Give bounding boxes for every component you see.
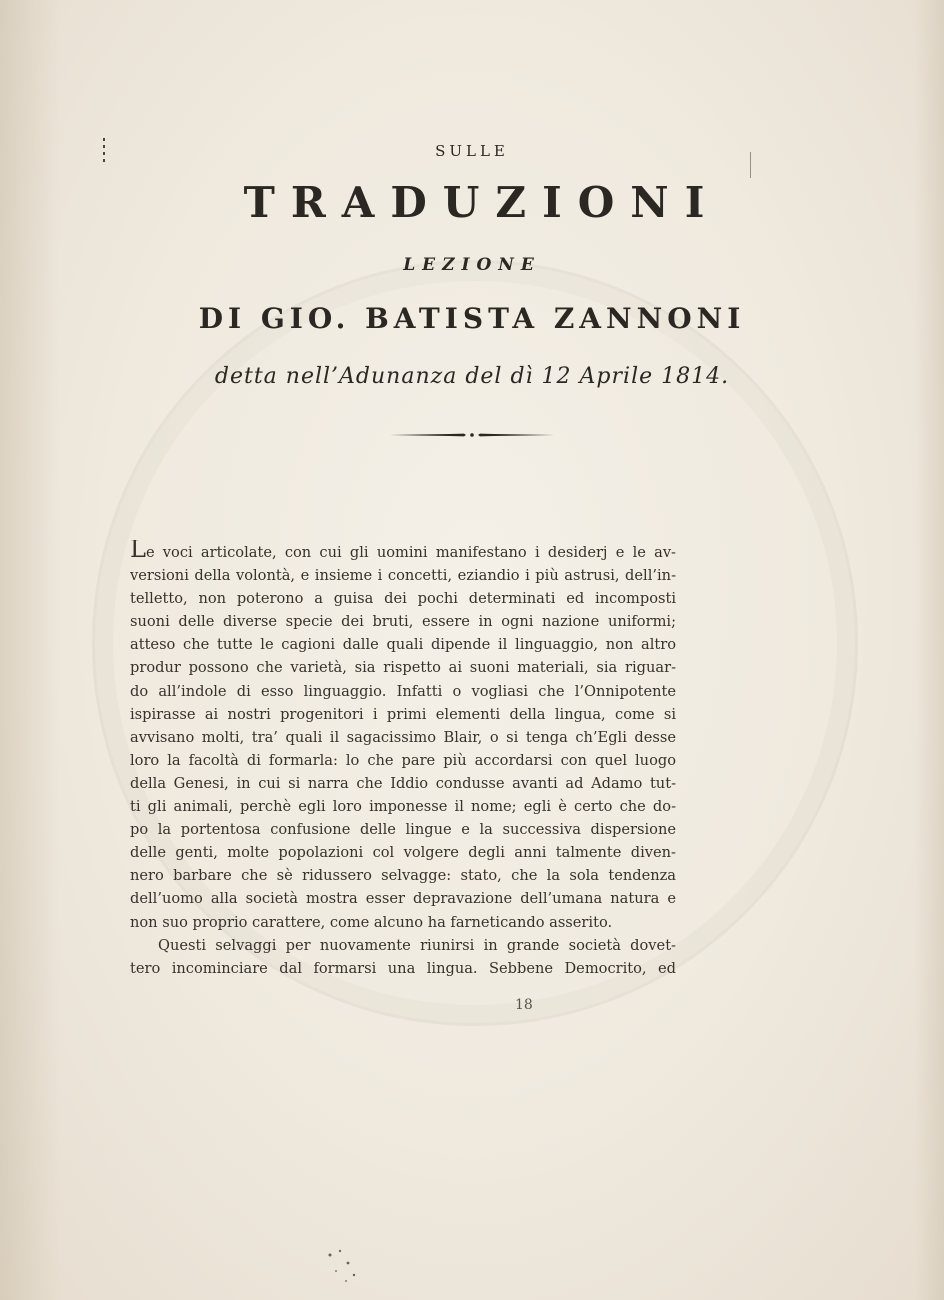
ornament-rule-icon (390, 429, 554, 441)
body-line-6: produr possono che varietà, sia rispetto ai suoni materiali, sia riguar- (130, 659, 676, 677)
body-line-15: nero barbare che sè ridussero selvagge: stato, che la sola tendenza (130, 867, 676, 885)
body-line-8: ispirasse ai nostri progenitori i primi elementi della lingua, come si (130, 705, 676, 723)
body-line-2: versioni della volontà, e insieme i concetti, eziandio i più astrusi, dell’in- (130, 567, 676, 585)
body-line-7: do all’indole di esso linguaggio. Infatti o vogliasi che l’Onnipotente (130, 682, 676, 700)
paper-specks (318, 1245, 378, 1285)
body-line-18: Questi selvaggi per nuovamente riunirsi in grande società dovet- (158, 936, 676, 954)
body-line-14: delle genti, molte popolazioni col volgere degli anni talmente diven- (130, 844, 676, 862)
body-line-10: loro la facoltà di formarla: lo che pare più accordarsi con quel luogo (130, 751, 676, 769)
heading-kicker: SULLE (435, 142, 509, 160)
body-line-11: della Genesi, in cui si narra che Iddio condusse avanti ad Adamo tut- (130, 774, 676, 792)
body-line-text: e voci articolate, con cui gli uomini manifestano i desiderj e le av- (145, 544, 676, 561)
body-line-19: tero incominciare dal formarsi una lingua. Sebbene Democrito, ed (130, 959, 676, 977)
body-line-4: suoni delle diverse specie dei bruti, essere in ogni nazione uniformi; (130, 613, 676, 631)
body-line-1 (130, 540, 676, 564)
body-line-16: dell’uomo alla società mostra esser depravazione dell’umana natura e (130, 890, 676, 908)
page-number: 18 (515, 997, 533, 1013)
heading-subtitle: LEZIONE (403, 255, 541, 275)
body-line-5: atteso che tutte le cagioni dalle quali dipende il linguaggio, non altro (130, 636, 676, 654)
heading-occasion: detta nell’Adunanza del dì 12 Aprile 1814. (214, 364, 730, 389)
body-line-3: telletto, non poterono a guisa dei pochi determinati ed incomposti (130, 590, 676, 608)
page-title: TRADUZIONI (243, 178, 721, 227)
drop-cap: L (130, 540, 146, 563)
heading-author: DI GIO. BATISTA ZANNONI (198, 302, 746, 335)
ornamental-rule (0, 425, 944, 445)
body-line-17: non suo proprio carattere, come alcuno ha farneticando asserito. (130, 913, 613, 931)
body-line-12: ti gli animali, perchè egli loro imponesse il nome; egli è certo che do- (130, 798, 676, 816)
body-line-9: avvisano molti, tra’ quali il sagacissimo Blair, o si tenga ch’Egli desse (130, 728, 676, 746)
body-line-13: po la portentosa confusione delle lingue e la successiva dispersione (130, 821, 676, 839)
body-paragraphs (130, 540, 676, 980)
